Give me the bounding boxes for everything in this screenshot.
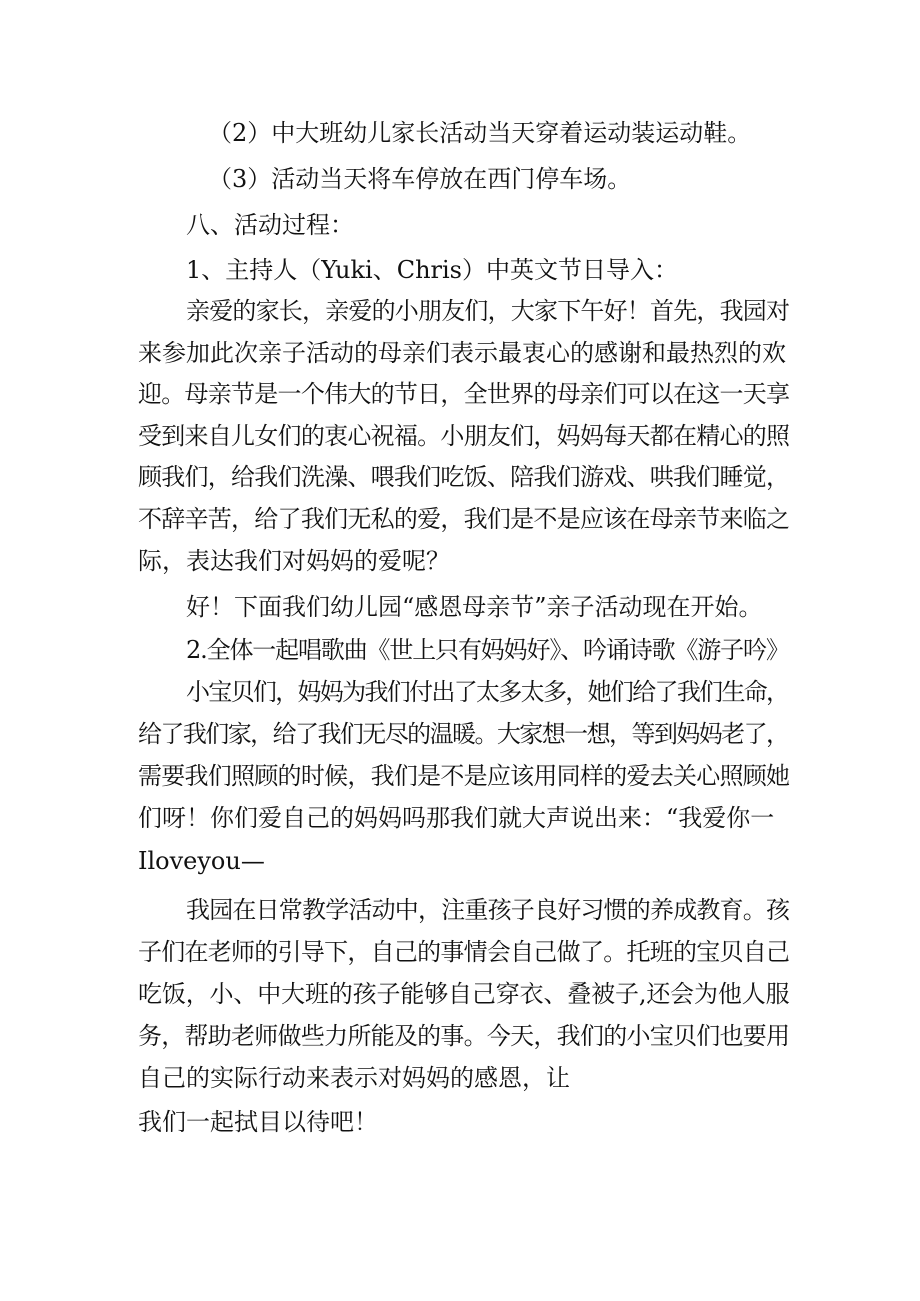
text-line: 顾我们，给我们洗澡、喂我们吃饭、陪我们游戏、哄我们睡觉，	[138, 463, 790, 491]
text-line: 务，帮助老师做些力所能及的事。今天，我们的小宝贝们也要用	[138, 1022, 790, 1050]
text-line: 受到来自儿女们的衷心祝福。小朋友们，妈妈每天都在精心的照	[138, 422, 790, 450]
text-line: 们呀！你们爱自己的妈妈吗那我们就大声说出来：“我爱你一	[138, 804, 775, 832]
text-line: 我园在日常教学活动中，注重孩子良好习惯的养成教育。孩	[186, 896, 790, 924]
text-line: 需要我们照顾的时候，我们是不是应该用同样的爱去关心照顾她	[138, 762, 790, 790]
text-line: 迎。母亲节是一个伟大的节日，全世界的母亲们可以在这一天享	[138, 380, 790, 408]
text-line: Iloveyou—	[138, 847, 265, 875]
text-line: 亲爱的家长，亲爱的小朋友们，大家下午好！首先，我园对	[186, 297, 790, 325]
text-line: 吃饭，小、中大班的孩子能够自己穿衣、叠被子,还会为他人服	[138, 980, 790, 1008]
text-line: 给了我们家，给了我们无尽的温暖。大家想一想，等到妈妈老了，	[138, 720, 789, 748]
text-line: 小宝贝们，妈妈为我们付出了太多太多，她们给了我们生命，	[186, 678, 789, 706]
text-line: 自己的实际行动来表示对妈妈的感恩，让	[138, 1064, 570, 1092]
text-line: 际，表达我们对妈妈的爱呢？	[138, 547, 450, 575]
text-line: 子们在老师的引导下，自己的事情会自己做了。托班的宝贝自己	[138, 938, 790, 966]
text-line: 1、主持人（Yuki、Chris）中英文节日导入：	[186, 256, 678, 284]
text-line: 2.全体一起唱歌曲《世上只有妈妈好》、吟诵诗歌《游子吟》	[186, 636, 789, 664]
text-line: （3）活动当天将车停放在西门停车场。	[208, 165, 632, 193]
text-line: 我们一起拭目以待吧！	[138, 1108, 378, 1136]
section-heading: 八、活动过程：	[186, 211, 354, 239]
text-line: 好！下面我们幼儿园“感恩母亲节”亲子活动现在开始。	[186, 593, 763, 621]
text-line: （2）中大班幼儿家长活动当天穿着运动装运动鞋。	[208, 119, 752, 147]
text-line: 不辞辛苦，给了我们无私的爱，我们是不是应该在母亲节来临之	[138, 505, 790, 533]
text-line: 来参加此次亲子活动的母亲们表示最衷心的感谢和最热烈的欢	[138, 339, 786, 367]
